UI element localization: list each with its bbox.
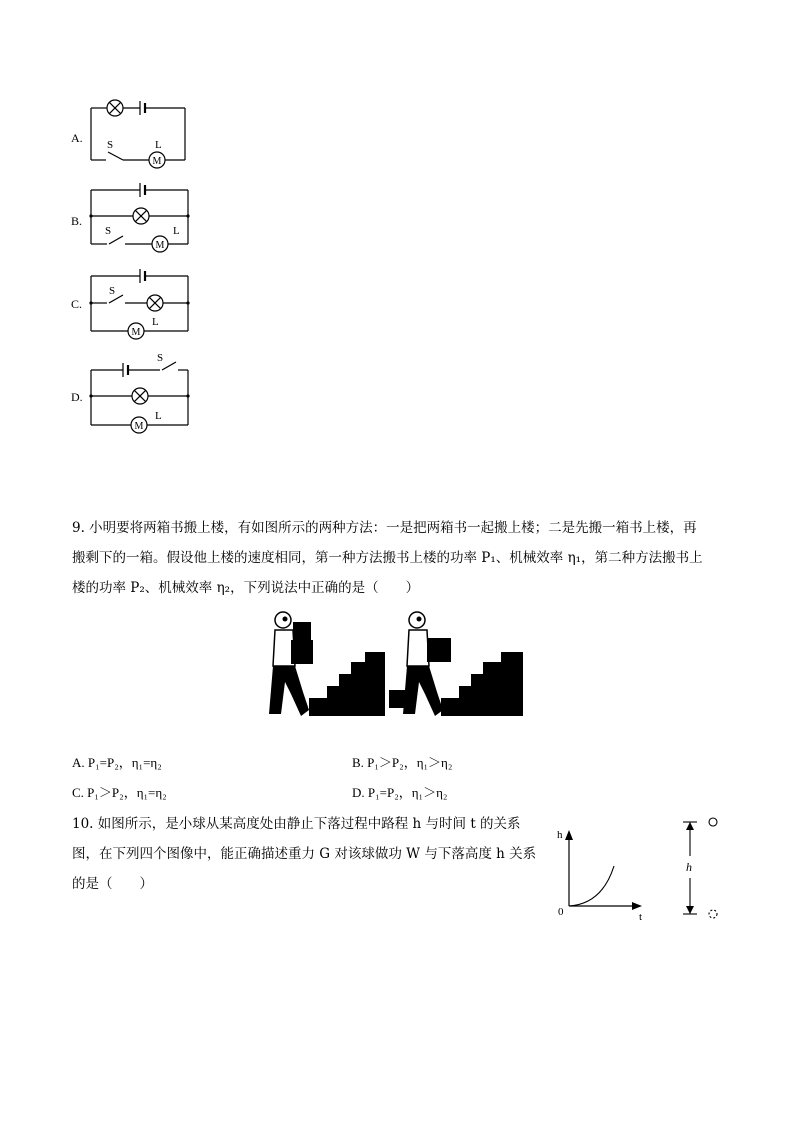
- q9-choice-d[interactable]: D. P₁=P₂，η₁＞η₂: [352, 785, 448, 800]
- q10-line-1: 10. 如图所示，是小球从某高度处由静止下落过程中路程 h 与时间 t 的关系: [72, 816, 521, 832]
- q9-line-1: 9. 小明要将两箱书搬上楼，有如图所示的两种方法：一是把两箱书一起搬上楼；二是先搬一箱书上楼，再: [72, 520, 697, 536]
- option-b-label[interactable]: B.: [71, 214, 83, 228]
- lamp-l-label-c: L: [152, 316, 159, 328]
- lamp-l-label-d: L: [155, 410, 162, 422]
- option-a-label[interactable]: A.: [71, 131, 83, 145]
- switch-s-label-d: S: [157, 352, 164, 364]
- staircase-right: [441, 652, 523, 716]
- graph-y-label: h: [557, 829, 563, 841]
- junction-dot: [89, 214, 92, 217]
- motor-m-label-a: M: [152, 156, 162, 167]
- circuit-d-diagram: [85, 350, 225, 440]
- graph-origin-label: 0: [558, 906, 564, 918]
- q9-line-2: 搬剩下的一箱。假设他上楼的速度相同，第一种方法搬书上楼的功率 P₁、机械效率 η₁，第二种方法搬书上: [72, 550, 703, 566]
- falling-ball-figure: [675, 812, 725, 922]
- q9-line-3: 楼的功率 P₂、机械效率 η₂，下列说法中正确的是（ ）: [72, 580, 420, 596]
- q9-choice-c[interactable]: C. P₁＞P₂，η₁=η₂: [72, 785, 167, 800]
- circuit-a-diagram: [85, 93, 225, 173]
- motor-m-label-d: M: [134, 421, 144, 432]
- q8-options: [60, 88, 220, 438]
- option-d-label[interactable]: D.: [71, 390, 83, 404]
- motor-m-label-c: M: [131, 327, 141, 338]
- lamp-l-label-b: L: [173, 225, 180, 237]
- q9-choice-a[interactable]: A. P₁=P₂，η₁=η₂: [72, 755, 162, 770]
- junction-dot: [89, 394, 92, 397]
- q9-stem: [72, 513, 732, 603]
- circuit-c-diagram: [85, 263, 225, 343]
- junction-dot: [186, 394, 189, 397]
- q9-choice-b[interactable]: B. P₁＞P₂，η₁＞η₂: [352, 755, 453, 770]
- person-carrying-two-boxes: [269, 612, 313, 716]
- q10-line-2: 图，在下列四个图像中，能正确描述重力 G 对该球做功 W 与下落高度 h 关系: [72, 846, 537, 862]
- circuit-b-diagram: [85, 178, 225, 258]
- q10-line-3: 的是（ ）: [72, 876, 153, 892]
- motor-m-label-b: M: [155, 240, 165, 251]
- switch-s-label-c: S: [109, 285, 116, 297]
- h-t-graph: [552, 822, 652, 922]
- junction-dot: [186, 214, 189, 217]
- graph-x-label: t: [639, 911, 643, 922]
- switch-s-label-b: S: [105, 225, 112, 237]
- option-c-label[interactable]: C.: [71, 297, 83, 311]
- junction-dot: [89, 301, 92, 304]
- junction-dot: [186, 301, 189, 304]
- lamp-l-label-a: L: [155, 139, 162, 151]
- staircase-left: [309, 652, 385, 716]
- q9-illustration: [265, 610, 525, 720]
- q10-stem: [72, 809, 552, 899]
- height-h-label: h: [686, 860, 692, 874]
- switch-s-label-a: S: [107, 139, 114, 151]
